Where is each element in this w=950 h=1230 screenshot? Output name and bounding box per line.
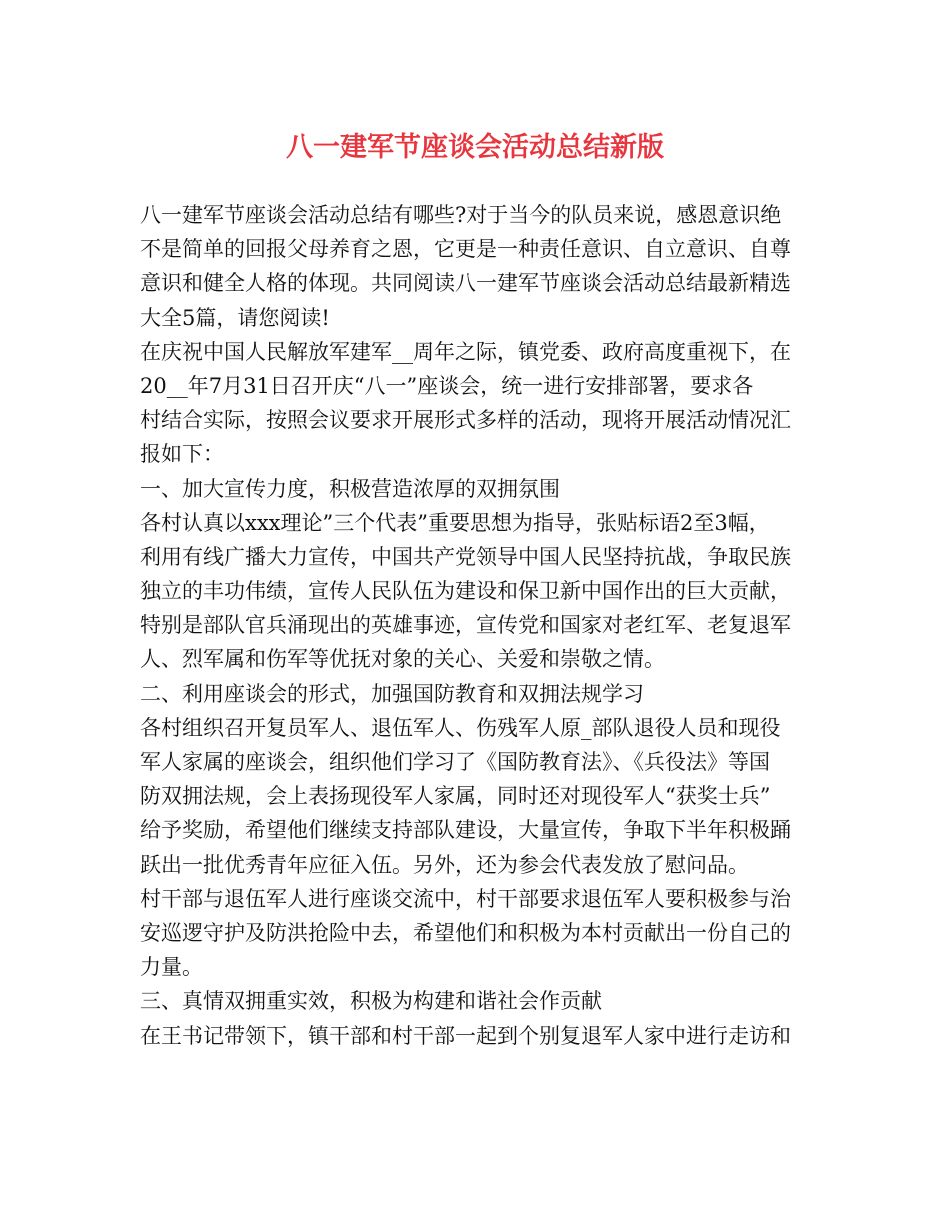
text-line: 跃出一批优秀青年应征入伍。另外，还为参会代表发放了慰问品。 bbox=[140, 852, 749, 877]
text-line: 力量。 bbox=[140, 955, 203, 980]
text-line: 报如下： bbox=[140, 442, 224, 467]
text-line: 军人家属的座谈会，组织他们学习了《国防教育法》、《兵役法》等国 bbox=[140, 750, 770, 774]
section-heading-1: 一、加大宣传力度，积极营造浓厚的双拥氛围 bbox=[140, 476, 560, 501]
text-line: 八一建军节座谈会活动总结有哪些?对于当今的队员来说，感恩意识绝 bbox=[140, 203, 782, 227]
text-line: 不是简单的回报父母养育之恩，它更是一种责任意识、自立意识、自尊 bbox=[140, 237, 791, 262]
document-title: 八一建军节座谈会活动总结新版 bbox=[286, 132, 664, 163]
text-line: 独立的丰功伟绩，宣传人民队伍为建设和保卫新中国作出的巨大贡献， bbox=[140, 579, 791, 604]
text-line: 村结合实际，按照会议要求开展形式多样的活动，现将开展活动情况汇 bbox=[140, 408, 791, 433]
text-line: 在王书记带领下，镇干部和村干部一起到个别复退军人家中进行走访和 bbox=[140, 1023, 791, 1048]
text-line: 利用有线广播大力宣传，中国共产党领导中国人民坚持抗战，争取民族 bbox=[140, 544, 791, 569]
section-heading-3: 三、真情双拥重实效，积极为构建和谐社会作贡献 bbox=[140, 989, 602, 1014]
text-line: 大全5篇，请您阅读! bbox=[140, 305, 330, 330]
text-line: 在庆祝中国人民解放军建军__周年之际，镇党委、政府高度重视下，在 bbox=[140, 339, 791, 364]
text-line: 防双拥法规，会上表扬现役军人家属，同时还对现役军人“获奖士兵” bbox=[140, 784, 771, 809]
text-line: 人、烈军属和伤军等优抚对象的关心、关爱和崇敬之情。 bbox=[140, 647, 665, 672]
text-line: 给予奖励，希望他们继续支持部队建设，大量宣传，争取下半年积极踊 bbox=[140, 818, 791, 843]
text-line: 各村组织召开复员军人、退伍军人、伤残军人原_部队退役人员和现役 bbox=[140, 715, 781, 740]
text-line: 意识和健全人格的体现。共同阅读八一建军节座谈会活动总结最新精选 bbox=[140, 271, 791, 296]
text-line: 村干部与退伍军人进行座谈交流中，村干部要求退伍军人要积极参与治 bbox=[140, 886, 791, 911]
text-line: 安巡逻守护及防洪抢险中去，希望他们和积极为本村贡献出一份自己的 bbox=[140, 920, 791, 945]
document-body bbox=[140, 198, 830, 1053]
text-line: 20__年7月31日召开庆“八一”座谈会，统一进行安排部署，要求各 bbox=[140, 373, 754, 398]
text-line: 各村认真以xxx理论”三个代表”重要思想为指导，张贴标语2至3幅， bbox=[140, 510, 770, 535]
text-line: 特别是部队官兵涌现出的英雄事迹，宣传党和国家对老红军、老复退军 bbox=[140, 613, 791, 638]
section-heading-2: 二、利用座谈会的形式，加强国防教育和双拥法规学习 bbox=[140, 681, 644, 706]
